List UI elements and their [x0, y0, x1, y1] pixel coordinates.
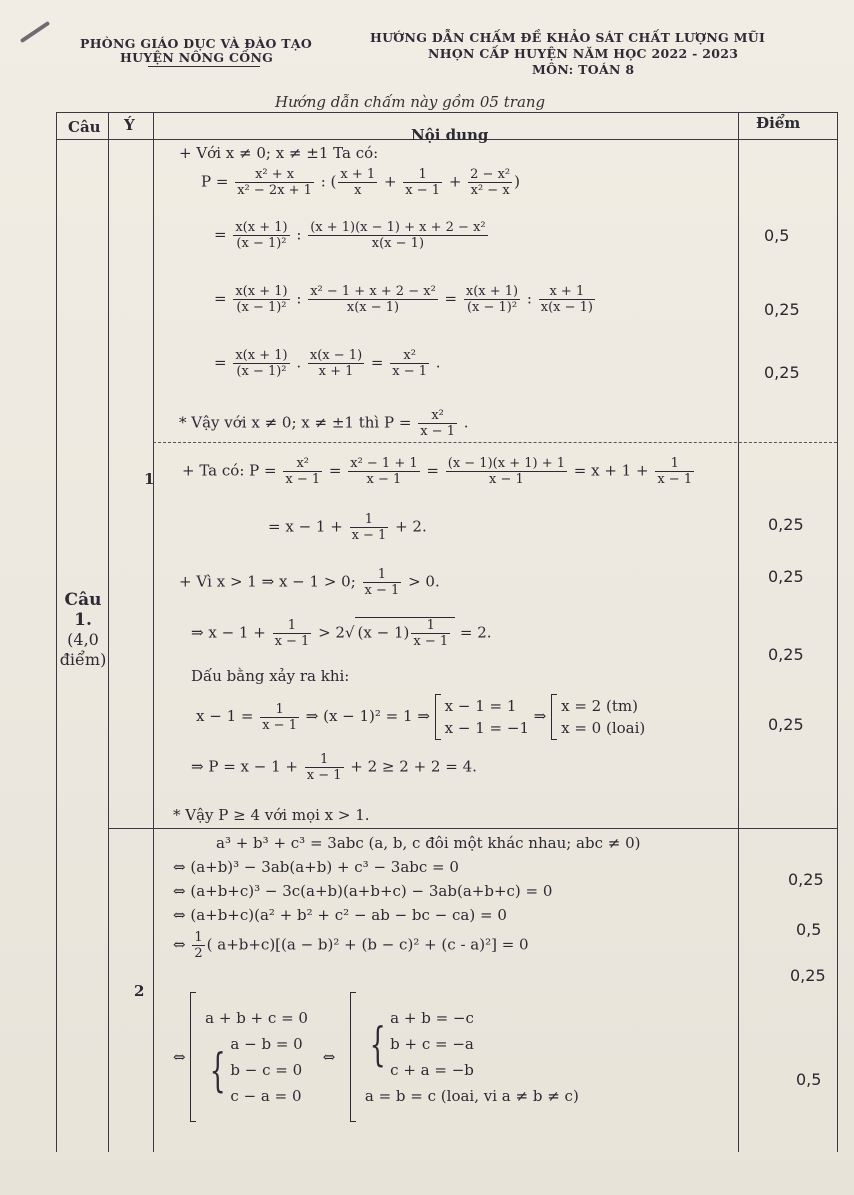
expr-rewrite: + Ta có: P = $\frac{\text{x²}}{x - 1}$ = $\frac{\text{x² − 1 + 1}}{x - 1}$ = $\frac{(x - 1)(x + 1) + 1}{x - 1}$ = x + 1 + $\frac{1}{x - 1}$: [182, 456, 693, 487]
score-2: 0,25: [764, 300, 800, 319]
identity-step-4: ⇔ $\frac{1}{2}$ ( a+b+c)[(a − b)² + (b − c)² + (c - a)²] = 0: [173, 930, 529, 961]
part-1-index: 1: [144, 470, 155, 488]
equality-condition-label: Dấu bằng xảy ra khi:: [191, 667, 350, 685]
sys-left-line-2: a − b = 0: [230, 1035, 303, 1053]
score-4: 0,25: [768, 515, 804, 534]
department-name: PHÒNG GIÁO DỤC VÀ ĐÀO TẠO: [80, 36, 313, 51]
grading-table: [56, 112, 838, 1152]
sys-right-line-3: c + a = −b: [390, 1061, 474, 1079]
expr-rewrite-2: = x − 1 + $\frac{1}{x - 1}$ + 2.: [268, 512, 427, 543]
sys-left-line-1: a + b + c = 0: [205, 1009, 308, 1027]
taco-text: + Ta có: P =: [182, 461, 277, 480]
doc-title-line2: NHỌN CẤP HUYỆN NĂM HỌC 2022 - 2023: [428, 46, 739, 61]
column-header-cau: Câu: [68, 118, 101, 136]
expr-step-2: = $\frac{x(x + 1)}{\text{(x − 1)²}}$ : $\frac{\text{x² − 1 + x + 2 − x²}}{x(x - 1)}$ = $\frac{x(x + 1)}{\text{(x − 1)²}}$ : $\frac{x + 1}{x(x - 1)}$: [214, 284, 593, 315]
expr-step-3: = $\frac{x(x + 1)}{\text{(x − 1)²}}$ . $\frac{x(x - 1)}{x + 1}$ = $\frac{\text{x²}}{x - 1}$ .: [214, 348, 441, 379]
case-analysis: ⇔ a + b + c = 0 { a − b = 0 b − c = 0 c − a = 0 ⇔ { a + b = −c b + c = −a c + a = −b a = b = c (loai, vi a ≠ b ≠ c): [173, 992, 579, 1122]
vi-text: + Vì x > 1 ⇒ x − 1 > 0;: [179, 572, 356, 591]
column-header-noi-dung: Nội dung: [411, 126, 489, 144]
sys-left-line-3: b − c = 0: [230, 1061, 303, 1079]
question-label-cell: [58, 590, 108, 670]
given-identity: a³ + b³ + c³ = 3abc (a, b, c đôi một khác nhau; abc ≠ 0): [216, 834, 641, 852]
pen-mark: [20, 21, 50, 43]
equality-case: x − 1 = $\frac{1}{x - 1}$ ⇒ (x − 1)² = 1 ⇒ x − 1 = 1 x − 1 = −1 ⇒ x = 2 (tm) x = 0 (loai): [196, 694, 645, 740]
score-5: 0,25: [768, 567, 804, 586]
score-1: 0,5: [764, 226, 790, 245]
step-4-text: ( a+b+c)[(a − b)² + (b − c)² + (c - a)²] = 0: [206, 935, 529, 954]
conclusion-a-text: * Vậy với x ≠ 0; x ≠ ±1 thì P =: [179, 413, 412, 432]
identity-step-3: ⇔ (a+b+c)(a² + b² + c² − ab − bc − ca) = 0: [173, 906, 507, 924]
part1-intro: + Với x ≠ 0; x ≠ ±1 Ta có:: [179, 144, 379, 162]
question-label: Câu 1.: [64, 590, 102, 630]
header-underline: [148, 66, 260, 67]
identity-step-2: ⇔ (a+b+c)³ − 3c(a+b)(a+b+c) − 3ab(a+b+c) = 0: [173, 882, 553, 900]
score-9: 0,5: [796, 920, 822, 939]
column-header-y: Ý: [124, 116, 135, 134]
expr-step-1: = $\frac{x(x + 1)}{\text{(x − 1)²}}$ : $\frac{\text{(x + 1)(x − 1) + x + 2 − x²}}{x(x - 1)}$: [214, 220, 486, 251]
district-name: HUYỆN NÔNG CỐNG: [120, 50, 274, 65]
am-gm-inequality: ⇒ x − 1 + $\frac{1}{x - 1}$ > 2√ (x − 1) $\frac{1}{x - 1}$ = 2.: [191, 618, 492, 649]
P-label: P =: [201, 172, 229, 191]
part-2-index: 2: [134, 982, 145, 1000]
doc-title-line1: HƯỚNG DẪN CHẤM ĐỀ KHẢO SÁT CHẤT LƯỢNG MŨI: [370, 30, 766, 45]
sys-right-line-1: a + b = −c: [390, 1009, 474, 1027]
sys-left-line-4: c − a = 0: [230, 1087, 302, 1105]
score-10: 0,25: [790, 966, 826, 985]
page-count-note: Hướng dẫn chấm này gồm 05 trang: [275, 93, 546, 111]
conclusion-part-b: * Vậy P ≥ 4 với mọi x > 1.: [173, 806, 370, 824]
column-header-diem: Điểm: [756, 114, 801, 132]
score-6: 0,25: [768, 645, 804, 664]
score-11: 0,5: [796, 1070, 822, 1089]
expr-P-definition: P = $\frac{\text{x² + x}}{\text{x² − 2x + 1}}$ : ( $\frac{x + 1}{x}$ + $\frac{1}{x - 1}$ + $\frac{\text{2 − x²}}{\text{x² − x}}$ ): [201, 167, 520, 198]
conclusion-part-a: * Vậy với x ≠ 0; x ≠ ±1 thì P = $\frac{\text{x²}}{x - 1}$ .: [179, 408, 469, 439]
subject-label: MÔN: TOÁN 8: [532, 62, 635, 77]
score-7: 0,25: [768, 715, 804, 734]
question-points-unit: điểm): [59, 650, 107, 669]
final-inequality: ⇒ P = x − 1 + $\frac{1}{x - 1}$ + 2 ≥ 2 + 2 = 4.: [191, 752, 477, 783]
score-8: 0,25: [788, 870, 824, 889]
sys-right-line-4: a = b = c (loai, vi a ≠ b ≠ c): [364, 1087, 579, 1105]
score-3: 0,25: [764, 363, 800, 382]
condition-line: + Vì x > 1 ⇒ x − 1 > 0; $\frac{1}{x - 1}$ > 0.: [179, 567, 440, 598]
sys-right-line-2: b + c = −a: [390, 1035, 474, 1053]
identity-step-1: ⇔ (a+b)³ − 3ab(a+b) + c³ − 3abc = 0: [173, 858, 459, 876]
question-points-open: (4,0: [67, 630, 99, 649]
